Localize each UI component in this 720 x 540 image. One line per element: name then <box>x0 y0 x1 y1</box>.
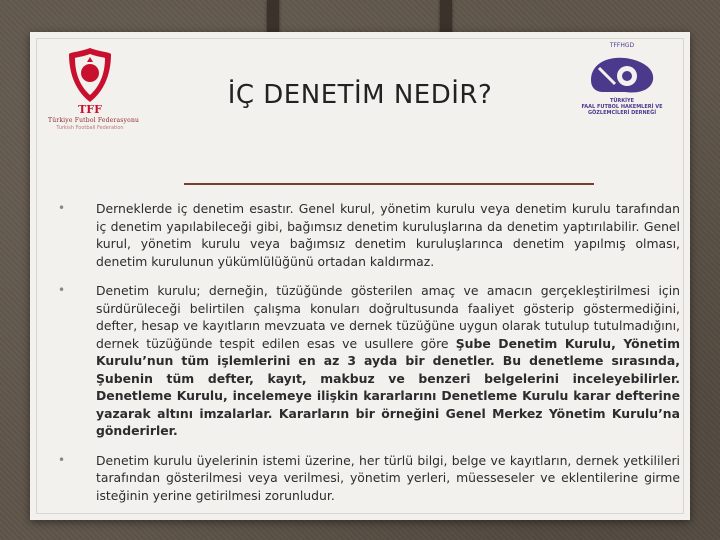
tff-logo <box>48 46 140 132</box>
tffhgd-logo <box>572 42 672 132</box>
bullet-item-access-obligation <box>58 452 680 505</box>
bullet-icon: • <box>58 201 66 215</box>
bullet-text: Denetim kurulu; derneğin, tüzüğünde gösterilen amaç ve amacın gerçekleştirilmesi için sürdürüleceği belirtilen çalışma konuları doğrultusunda faaliyet gösterip göstermediğini, defter, hesap ve kayıtların mevzuata ve dernek tüzüğüne uygun olarak tutulup tutulmadığını, dernek tüzüğünde tespit edilen esas ve usullere göre <box>96 283 680 351</box>
tff-logo-tagline: Turkish Football Federation <box>56 125 124 131</box>
referee-whistle-icon <box>585 50 659 98</box>
tff-shield-icon <box>65 46 115 104</box>
tff-logo-subtitle: Türkiye Futbol Federasyonu <box>48 117 140 124</box>
tff-logo-text: TFF <box>78 103 102 116</box>
bullet-text-bold: Şube Denetim Kurulu, Yönetim Kurulu’nun tüm işlemlerini en az 3 ayda bir denetler. Bu denetleme sırasında, Şubenin tüm defter, kayıt, makbuz ve benzeri belgelerini inceleyebilirler. Denetleme Kurulu, incelemeye ilişkin kararlarını Denetleme Kurulu karar defterine yazarak altını imzalarlar. Kararların bir örneğini Genel Merkez Yönetim Kurulu’na gönderirler. <box>96 335 680 438</box>
tffhgd-logo-line1: TÜRKİYE <box>609 98 635 104</box>
bullet-icon: • <box>58 283 66 297</box>
slide-paper <box>30 32 690 520</box>
slide-title: İÇ DENETİM NEDİR? <box>227 80 493 110</box>
bullet-text: Denetim kurulu üyelerinin istemi üzerine, her türlü bilgi, belge ve kayıtların, dernek yetkilileri tarafından gösterilmesi veya verilmesi, yönetim yerleri, müesseseler ve eklentilerine girme isteğinin yerine getirilmesi zorunludur. <box>96 452 680 503</box>
title-divider <box>184 183 594 185</box>
bullet-text: Derneklerde iç denetim esastır. Genel kurul, yönetim kurulu veya denetim kurulu tarafından iç denetim yapılabileceği gibi, bağımsız denetim kuruluşlarına da denetim yaptırılabilir. Genel kurul, yönetim kurulu veya bağımsız denetim kuruluşlarınca denetim yapılmış olması, denetim kurulunun yükümlülüğünü ortadan kaldırmaz. <box>96 201 680 269</box>
bullet-item-internal-audit <box>58 200 680 270</box>
bullet-icon: • <box>58 452 66 467</box>
tffhgd-logo-line2: FAAL FUTBOL HAKEMLERİ VE <box>581 104 663 110</box>
bullet-item-audit-board <box>58 282 680 440</box>
tffhgd-logo-top-text: TFFHGD <box>609 42 635 49</box>
tffhgd-logo-line3: GÖZLEMCİLERİ DERNEĞİ <box>587 110 657 116</box>
bullet-list <box>58 200 680 516</box>
